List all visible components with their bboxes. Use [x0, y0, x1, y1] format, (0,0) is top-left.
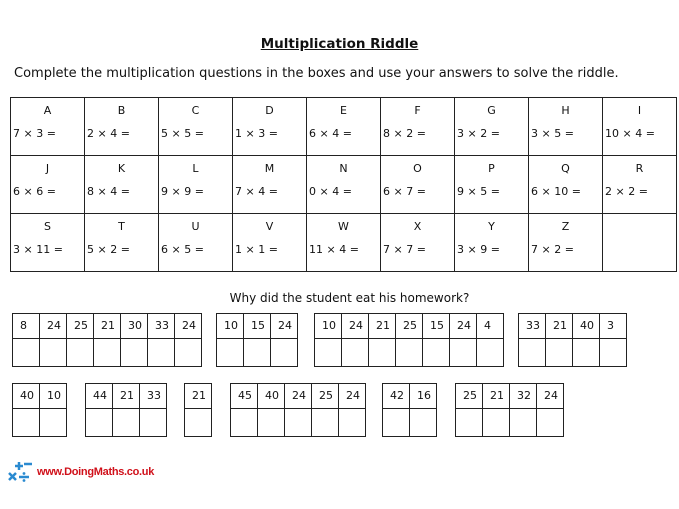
answer-cell — [258, 384, 285, 436]
code-number: 42 — [383, 384, 409, 409]
code-cell — [85, 214, 159, 272]
answer-cell — [510, 384, 537, 436]
letter-answer-box[interactable] — [113, 409, 139, 436]
code-number: 25 — [67, 314, 93, 339]
multiplication-question: 7 × 7 = — [383, 243, 426, 256]
answer-word — [518, 313, 627, 367]
code-cell — [159, 214, 233, 272]
letter-answer-box[interactable] — [477, 339, 503, 366]
code-letter: G — [487, 104, 496, 117]
multiplication-question: 6 × 4 = — [309, 127, 352, 140]
code-number: 3 — [600, 314, 626, 339]
code-letter: D — [265, 104, 274, 117]
letter-answer-box[interactable] — [456, 409, 482, 436]
letter-answer-box[interactable] — [217, 339, 243, 366]
code-cell — [455, 214, 529, 272]
answer-cell — [410, 384, 436, 436]
multiplication-question: 6 × 5 = — [161, 243, 204, 256]
answer-cell — [148, 314, 175, 366]
code-letter: W — [338, 220, 349, 233]
letter-answer-box[interactable] — [339, 409, 365, 436]
multiplication-question: 2 × 4 = — [87, 127, 130, 140]
answer-cell — [86, 384, 113, 436]
letter-answer-box[interactable] — [383, 409, 409, 436]
multiplication-question: 3 × 9 = — [457, 243, 500, 256]
answer-cell — [546, 314, 573, 366]
letter-answer-box[interactable] — [315, 339, 341, 366]
code-letter: R — [635, 162, 644, 175]
multiplication-question: 7 × 4 = — [235, 185, 278, 198]
multiplication-question: 1 × 1 = — [235, 243, 278, 256]
code-number: 15 — [423, 314, 449, 339]
answer-word — [12, 313, 202, 367]
code-number: 30 — [121, 314, 147, 339]
letter-answer-box[interactable] — [185, 409, 211, 436]
code-number: 24 — [450, 314, 476, 339]
letter-answer-box[interactable] — [121, 339, 147, 366]
multiplication-question: 9 × 9 = — [161, 185, 204, 198]
code-cell — [159, 98, 233, 156]
answer-cell — [456, 384, 483, 436]
answer-cell — [231, 384, 258, 436]
code-number: 24 — [342, 314, 368, 339]
code-number: 15 — [244, 314, 270, 339]
answer-cell — [244, 314, 271, 366]
code-cell — [307, 214, 381, 272]
answer-cell — [423, 314, 450, 366]
code-cell — [11, 98, 85, 156]
math-symbols-icon — [8, 460, 34, 484]
letter-answer-box[interactable] — [537, 409, 563, 436]
code-cell — [455, 156, 529, 214]
code-letter: H — [561, 104, 570, 117]
answer-cell — [396, 314, 423, 366]
code-letter: V — [265, 220, 274, 233]
code-number: 21 — [185, 384, 211, 409]
code-table-row — [11, 156, 677, 214]
answer-word — [12, 383, 67, 437]
code-letter: N — [339, 162, 348, 175]
code-number: 44 — [86, 384, 112, 409]
code-cell — [85, 156, 159, 214]
code-number: 25 — [396, 314, 422, 339]
answer-cell — [285, 384, 312, 436]
code-letter: F — [414, 104, 421, 117]
code-table — [10, 97, 677, 272]
page-title: Multiplication Riddle — [260, 36, 419, 52]
code-cell — [307, 98, 381, 156]
multiplication-question: 5 × 2 = — [87, 243, 130, 256]
logo — [8, 460, 154, 484]
code-cell — [529, 98, 603, 156]
letter-answer-box[interactable] — [40, 339, 66, 366]
code-cell — [529, 156, 603, 214]
code-number: 45 — [231, 384, 257, 409]
code-number: 33 — [148, 314, 174, 339]
letter-answer-box[interactable] — [40, 409, 66, 436]
letter-answer-box[interactable] — [94, 339, 120, 366]
letter-answer-box[interactable] — [519, 339, 545, 366]
letter-answer-box[interactable] — [67, 339, 93, 366]
code-number: 40 — [573, 314, 599, 339]
code-number: 33 — [140, 384, 166, 409]
letter-answer-box[interactable] — [342, 339, 368, 366]
code-cell — [307, 156, 381, 214]
answer-cell — [94, 314, 121, 366]
letter-answer-box[interactable] — [410, 409, 436, 436]
code-number: 10 — [217, 314, 243, 339]
multiplication-question: 6 × 10 = — [531, 185, 581, 198]
code-number: 24 — [285, 384, 311, 409]
answer-cell — [477, 314, 503, 366]
code-cell — [11, 214, 85, 272]
letter-answer-box[interactable] — [148, 339, 174, 366]
letter-answer-box[interactable] — [258, 409, 284, 436]
code-number: 40 — [258, 384, 284, 409]
multiplication-question: 8 × 2 = — [383, 127, 426, 140]
code-cell — [233, 98, 307, 156]
answer-cell — [483, 384, 510, 436]
letter-answer-box[interactable] — [483, 409, 509, 436]
code-number: 40 — [13, 384, 39, 409]
code-number: 24 — [271, 314, 297, 339]
multiplication-question: 7 × 3 = — [13, 127, 56, 140]
answer-cell — [450, 314, 477, 366]
multiplication-question: 3 × 11 = — [13, 243, 63, 256]
code-number: 8 — [13, 314, 39, 339]
multiplication-question: 8 × 4 = — [87, 185, 130, 198]
code-letter: B — [117, 104, 126, 117]
answer-cell — [342, 314, 369, 366]
letter-answer-box[interactable] — [244, 339, 270, 366]
code-cell — [455, 98, 529, 156]
answer-cell — [315, 314, 342, 366]
code-letter: S — [44, 220, 51, 233]
answer-cell — [369, 314, 396, 366]
logo-text: www.DoingMaths.co.uk — [37, 466, 155, 478]
answer-cell — [13, 314, 40, 366]
code-number: 24 — [339, 384, 365, 409]
code-number: 21 — [113, 384, 139, 409]
letter-answer-box[interactable] — [396, 339, 422, 366]
code-number: 16 — [410, 384, 436, 409]
answer-word — [455, 383, 564, 437]
code-letter: M — [264, 162, 275, 175]
multiplication-question: 0 × 4 = — [309, 185, 352, 198]
code-cell — [603, 214, 677, 272]
multiplication-question: 1 × 3 = — [235, 127, 278, 140]
answer-cell — [40, 314, 67, 366]
code-number: 33 — [519, 314, 545, 339]
multiplication-question: 11 × 4 = — [309, 243, 359, 256]
answer-cell — [312, 384, 339, 436]
multiplication-question: 3 × 5 = — [531, 127, 574, 140]
code-number: 21 — [483, 384, 509, 409]
code-number: 24 — [537, 384, 563, 409]
code-number: 10 — [315, 314, 341, 339]
answer-cell — [140, 384, 166, 436]
answer-word — [314, 313, 504, 367]
code-cell — [233, 214, 307, 272]
letter-answer-box[interactable] — [140, 409, 166, 436]
answer-word — [85, 383, 167, 437]
code-cell — [529, 214, 603, 272]
code-letter: J — [45, 162, 50, 175]
answer-cell — [271, 314, 297, 366]
code-cell — [603, 156, 677, 214]
code-letter: O — [413, 162, 422, 175]
code-number: 21 — [94, 314, 120, 339]
code-cell — [233, 156, 307, 214]
code-number: 21 — [546, 314, 572, 339]
multiplication-question: 6 × 6 = — [13, 185, 56, 198]
answer-word — [184, 383, 212, 437]
letter-answer-box[interactable] — [175, 339, 201, 366]
code-letter: Z — [561, 220, 570, 233]
multiplication-question: 3 × 2 = — [457, 127, 500, 140]
answer-word — [216, 313, 298, 367]
code-cell — [159, 156, 233, 214]
code-cell — [603, 98, 677, 156]
answer-cell — [13, 384, 40, 436]
letter-answer-box[interactable] — [86, 409, 112, 436]
letter-answer-box[interactable] — [546, 339, 572, 366]
letter-answer-box[interactable] — [369, 339, 395, 366]
letter-answer-box[interactable] — [600, 339, 626, 366]
code-cell — [11, 156, 85, 214]
multiplication-question: 2 × 2 = — [605, 185, 648, 198]
answer-cell — [537, 384, 563, 436]
code-letter: E — [340, 104, 347, 117]
code-letter: Q — [561, 162, 570, 175]
code-cell — [85, 98, 159, 156]
code-letter: L — [192, 162, 199, 175]
answer-cell — [217, 314, 244, 366]
code-number: 24 — [175, 314, 201, 339]
letter-answer-box[interactable] — [231, 409, 257, 436]
answer-cell — [573, 314, 600, 366]
riddle-question: Why did the student eat his homework? — [229, 291, 470, 305]
answer-cell — [519, 314, 546, 366]
letter-answer-box[interactable] — [13, 409, 39, 436]
answer-word — [382, 383, 437, 437]
code-letter: I — [637, 104, 642, 117]
letter-answer-box[interactable] — [573, 339, 599, 366]
code-number: 32 — [510, 384, 536, 409]
multiplication-question: 9 × 5 = — [457, 185, 500, 198]
code-table-row — [11, 214, 677, 272]
code-letter: T — [118, 220, 125, 233]
letter-answer-box[interactable] — [312, 409, 338, 436]
letter-answer-box[interactable] — [271, 339, 297, 366]
answer-cell — [383, 384, 410, 436]
answer-cell — [113, 384, 140, 436]
letter-answer-box[interactable] — [285, 409, 311, 436]
answer-cell — [67, 314, 94, 366]
answer-cell — [600, 314, 626, 366]
answer-cell — [185, 384, 211, 436]
answer-cell — [121, 314, 148, 366]
code-letter: C — [191, 104, 200, 117]
multiplication-question: 6 × 7 = — [383, 185, 426, 198]
answer-word — [230, 383, 366, 437]
code-number: 25 — [312, 384, 338, 409]
answer-cell — [339, 384, 365, 436]
letter-answer-box[interactable] — [450, 339, 476, 366]
multiplication-question: 7 × 2 = — [531, 243, 574, 256]
letter-answer-box[interactable] — [13, 339, 39, 366]
instructions: Complete the multiplication questions in the boxes and use your answers to solve the riddle. — [14, 66, 619, 81]
code-letter: A — [43, 104, 52, 117]
code-cell — [381, 156, 455, 214]
letter-answer-box[interactable] — [510, 409, 536, 436]
code-number: 4 — [477, 314, 503, 339]
answer-cell — [175, 314, 201, 366]
code-number: 21 — [369, 314, 395, 339]
code-number: 10 — [40, 384, 66, 409]
letter-answer-box[interactable] — [423, 339, 449, 366]
code-letter: P — [488, 162, 495, 175]
code-letter: K — [117, 162, 126, 175]
code-table-row — [11, 98, 677, 156]
code-letter: X — [413, 220, 422, 233]
multiplication-question: 10 × 4 = — [605, 127, 655, 140]
code-cell — [381, 98, 455, 156]
multiplication-question: 5 × 5 = — [161, 127, 204, 140]
code-letter: Y — [488, 220, 495, 233]
answer-cell — [40, 384, 66, 436]
code-number: 24 — [40, 314, 66, 339]
code-number: 25 — [456, 384, 482, 409]
code-cell — [381, 214, 455, 272]
code-letter: U — [191, 220, 200, 233]
